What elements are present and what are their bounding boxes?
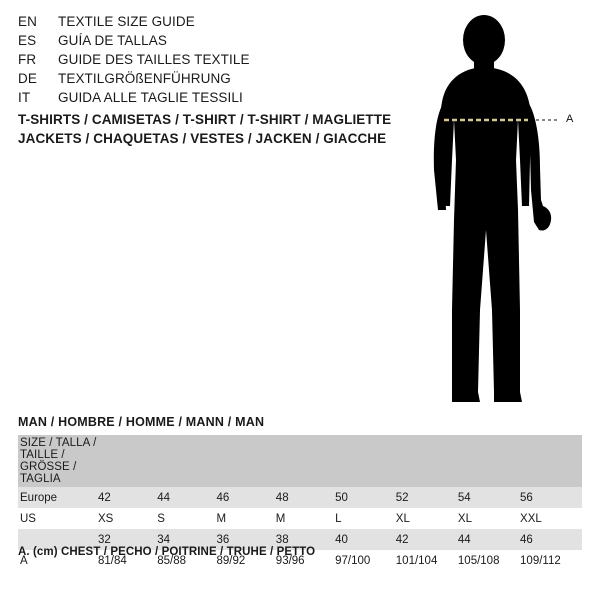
cell: 32 (98, 529, 157, 550)
table-title: MAN / HOMBRE / HOMME / MANN / MAN (18, 415, 265, 429)
cell: 52 (396, 487, 458, 508)
cell: 93/96 (276, 550, 335, 571)
cell: 44 (458, 529, 520, 550)
cell (98, 435, 157, 487)
measure-label-a: A (566, 113, 574, 125)
language-title: TEXTILE SIZE GUIDE (58, 14, 195, 29)
cell: 36 (217, 529, 276, 550)
table-row (18, 487, 582, 508)
cell (520, 435, 582, 487)
language-row (18, 71, 358, 90)
cell: 38 (276, 529, 335, 550)
cell: 101/104 (396, 550, 458, 571)
language-list (18, 14, 358, 109)
language-code: ES (18, 33, 37, 48)
cell: XXL (520, 508, 582, 529)
cell (276, 435, 335, 487)
cell: 44 (157, 487, 216, 508)
cell: 81/84 (98, 550, 157, 571)
cell: 42 (98, 487, 157, 508)
table-row (18, 508, 582, 529)
language-title: GUÍA DE TALLAS (58, 33, 167, 48)
row-label: Europe (18, 487, 98, 508)
cell: 42 (396, 529, 458, 550)
cell: XL (396, 508, 458, 529)
body-figure (400, 10, 600, 410)
cell: XL (458, 508, 520, 529)
cell: S (157, 508, 216, 529)
cell: 46 (217, 487, 276, 508)
language-code: IT (18, 90, 31, 105)
cell: 89/92 (217, 550, 276, 571)
cell: M (217, 508, 276, 529)
cell: 97/100 (335, 550, 396, 571)
language-code: DE (18, 71, 37, 86)
row-label: SIZE / TALLA / TAILLE / GRÖSSE / TAGLIA (20, 437, 97, 485)
cell (217, 435, 276, 487)
garment-categories (18, 110, 418, 148)
cell: L (335, 508, 396, 529)
cell (335, 435, 396, 487)
cell (157, 435, 216, 487)
cell: 40 (335, 529, 396, 550)
language-title: GUIDA ALLE TAGLIE TESSILI (58, 90, 243, 105)
cell: 34 (157, 529, 216, 550)
language-code: EN (18, 14, 37, 29)
cell: 54 (458, 487, 520, 508)
cell: 109/112 (520, 550, 582, 571)
cell: 50 (335, 487, 396, 508)
row-label: US (18, 508, 98, 529)
category-jackets: JACKETS / CHAQUETAS / VESTES / JACKEN / GIACCHE (18, 131, 387, 146)
cell: 105/108 (458, 550, 520, 571)
cell: M (276, 508, 335, 529)
language-row (18, 90, 358, 109)
cell: 56 (520, 487, 582, 508)
language-title: TEXTILGRÖßENFÜHRUNG (58, 71, 231, 86)
footnote: A. (cm) CHEST / PECHO / POITRINE / TRUHE / PETTO (18, 546, 316, 558)
language-title: GUIDE DES TAILLES TEXTILE (58, 52, 250, 67)
male-silhouette-icon (400, 10, 600, 410)
language-row (18, 33, 358, 52)
category-tshirts: T-SHIRTS / CAMISETAS / T-SHIRT / T-SHIRT / MAGLIETTE (18, 112, 392, 127)
table-row (18, 435, 582, 487)
cell (396, 435, 458, 487)
cell: 48 (276, 487, 335, 508)
cell: 46 (520, 529, 582, 550)
language-code: FR (18, 52, 37, 67)
cell (458, 435, 520, 487)
language-row (18, 14, 358, 33)
cell: XS (98, 508, 157, 529)
cell: 85/88 (157, 550, 216, 571)
row-label: A (18, 550, 98, 571)
language-row (18, 52, 358, 71)
